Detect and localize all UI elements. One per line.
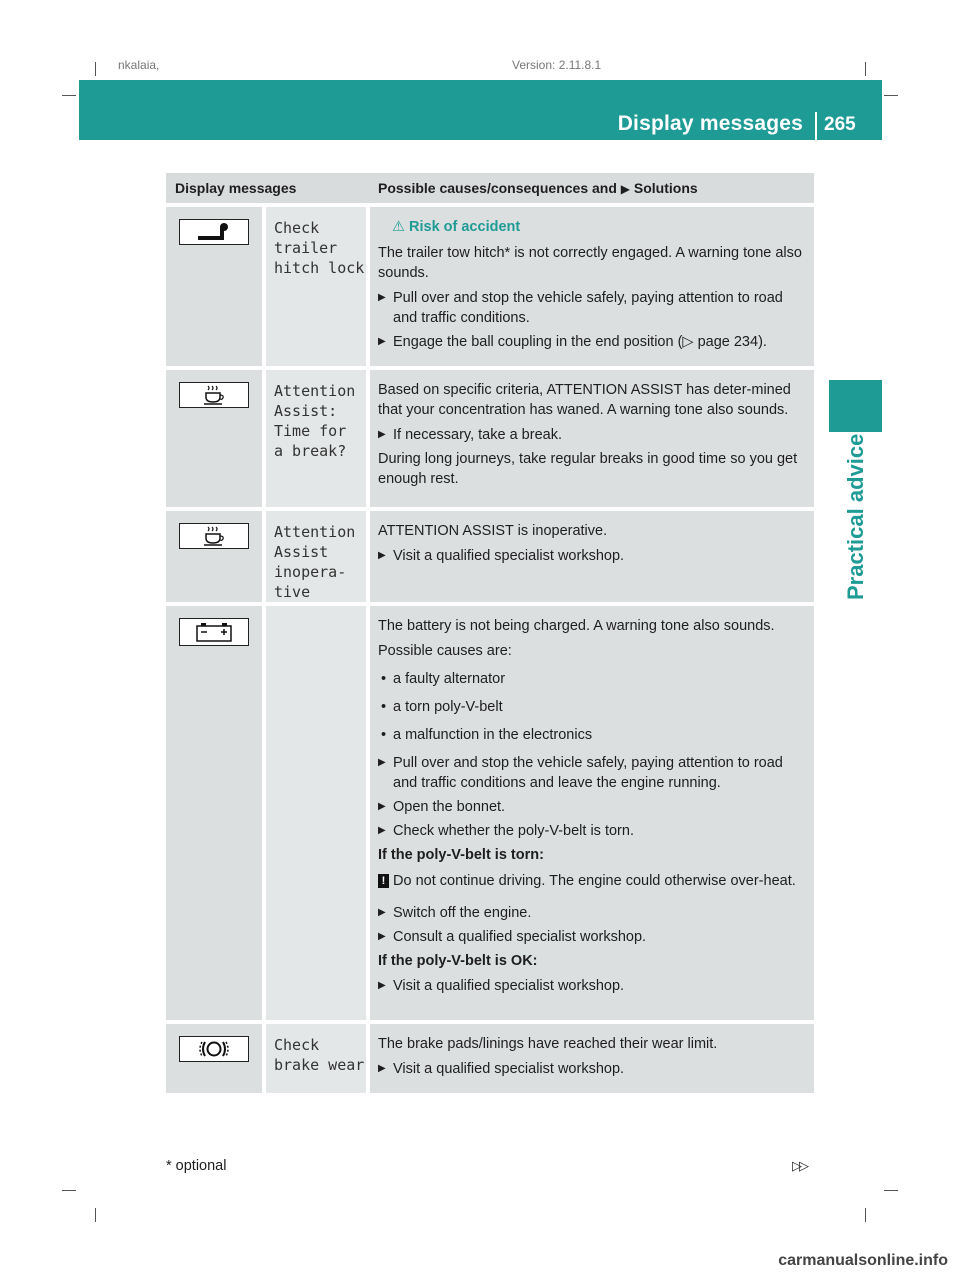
step: ▶ Visit a qualified specialist workshop. [378, 546, 808, 566]
crop-mark [95, 62, 96, 76]
description: Possible causes are: [378, 643, 512, 659]
meta-left: nkalaia, [118, 58, 160, 72]
crop-mark [62, 1190, 76, 1191]
table-row [166, 370, 814, 507]
step: ▶ Engage the ball coupling in the end position (▷ page 234). [378, 332, 808, 352]
table-row [166, 1024, 814, 1093]
step: ▶ Visit a qualified specialist workshop. [378, 976, 808, 996]
coffee-cup-icon [179, 382, 249, 408]
table-header-row [166, 173, 814, 203]
bullet-item: • a faulty alternator [378, 669, 808, 689]
step: ▶ Check whether the poly-V-belt is torn. [378, 821, 808, 841]
display-text: Check trailer hitch lock [274, 219, 365, 277]
warning-label: Risk of accident [409, 219, 521, 235]
col-header-solutions-label: Possible causes/consequences and [378, 180, 617, 196]
display-text: Check brake wear [274, 1036, 365, 1074]
crop-mark [884, 95, 898, 96]
watermark: carmanualsonline.info [778, 1252, 948, 1269]
section-tab-block [829, 380, 882, 432]
display-messages-table [166, 169, 814, 1097]
description: During long journeys, take regular breaks in good time so you get enough rest. [378, 451, 798, 487]
trailer-hitch-icon [179, 219, 249, 245]
crop-mark [865, 1208, 866, 1222]
subheading: If the poly-V-belt is torn: [378, 847, 544, 863]
step: ▶ Pull over and stop the vehicle safely, paying attention to road and traffic conditions and leave the engine running. [378, 753, 808, 793]
step: ▶ Visit a qualified specialist workshop. [378, 1059, 808, 1079]
display-text: Attention Assist: Time for a break? [274, 382, 356, 460]
battery-icon [179, 618, 249, 646]
col-header-solutions-label-2: Solutions [633, 180, 698, 196]
warning-heading [392, 219, 808, 235]
page-title: Display messages [617, 112, 803, 135]
subheading: If the poly-V-belt is OK: [378, 953, 538, 969]
header-divider [815, 112, 817, 140]
coffee-cup-icon [179, 523, 249, 549]
footnote: * optional [166, 1158, 227, 1174]
continue-arrows-icon: ▷▷ [792, 1158, 806, 1173]
description: Based on specific criteria, ATTENTION ASSIST has deter-mined that your concentration has waned. A warning tone also sounds. [378, 382, 791, 418]
brake-wear-icon [179, 1036, 249, 1062]
table-row [166, 511, 814, 602]
arrow-icon: ▶ [620, 182, 631, 196]
col-header-display-label: Display messages [175, 180, 297, 196]
step: ▶ Open the bonnet. [378, 797, 808, 817]
page-number: 265 [824, 114, 856, 135]
table-row [166, 606, 814, 1020]
step: ▶ If necessary, take a break. [378, 425, 808, 445]
section-tab-label: Practical advice [843, 433, 868, 600]
crop-mark [62, 95, 76, 96]
crop-mark [865, 62, 866, 76]
crop-mark [95, 1208, 96, 1222]
crop-mark [884, 1190, 898, 1191]
bullet-item: • a malfunction in the electronics [378, 725, 808, 745]
step: ▶ Switch off the engine. [378, 903, 808, 923]
description: ATTENTION ASSIST is inoperative. [378, 523, 608, 539]
description: The trailer tow hitch* is not correctly engaged. A warning tone also sounds. [378, 245, 802, 281]
display-text [266, 606, 366, 617]
display-text: Attention Assist inopera- tive [274, 523, 356, 601]
step: ▶ Pull over and stop the vehicle safely, paying attention to road and traffic conditions. [378, 288, 808, 328]
warning-triangle-icon: ⚠ [392, 219, 405, 235]
notice [378, 871, 808, 891]
table-row [166, 207, 814, 366]
step: ▶ Consult a qualified specialist workshop. [378, 927, 808, 947]
meta-version: Version: 2.11.8.1 [512, 58, 602, 72]
description: The brake pads/linings have reached their wear limit. [378, 1036, 718, 1052]
notice-text: Do not continue driving. The engine could otherwise over-heat. [393, 873, 796, 889]
exclamation-icon: ! [378, 874, 389, 888]
col-header-solutions [370, 173, 814, 203]
col-header-display [166, 173, 370, 203]
description: The battery is not being charged. A warning tone also sounds. [378, 618, 775, 634]
bullet-item: • a torn poly-V-belt [378, 697, 808, 717]
